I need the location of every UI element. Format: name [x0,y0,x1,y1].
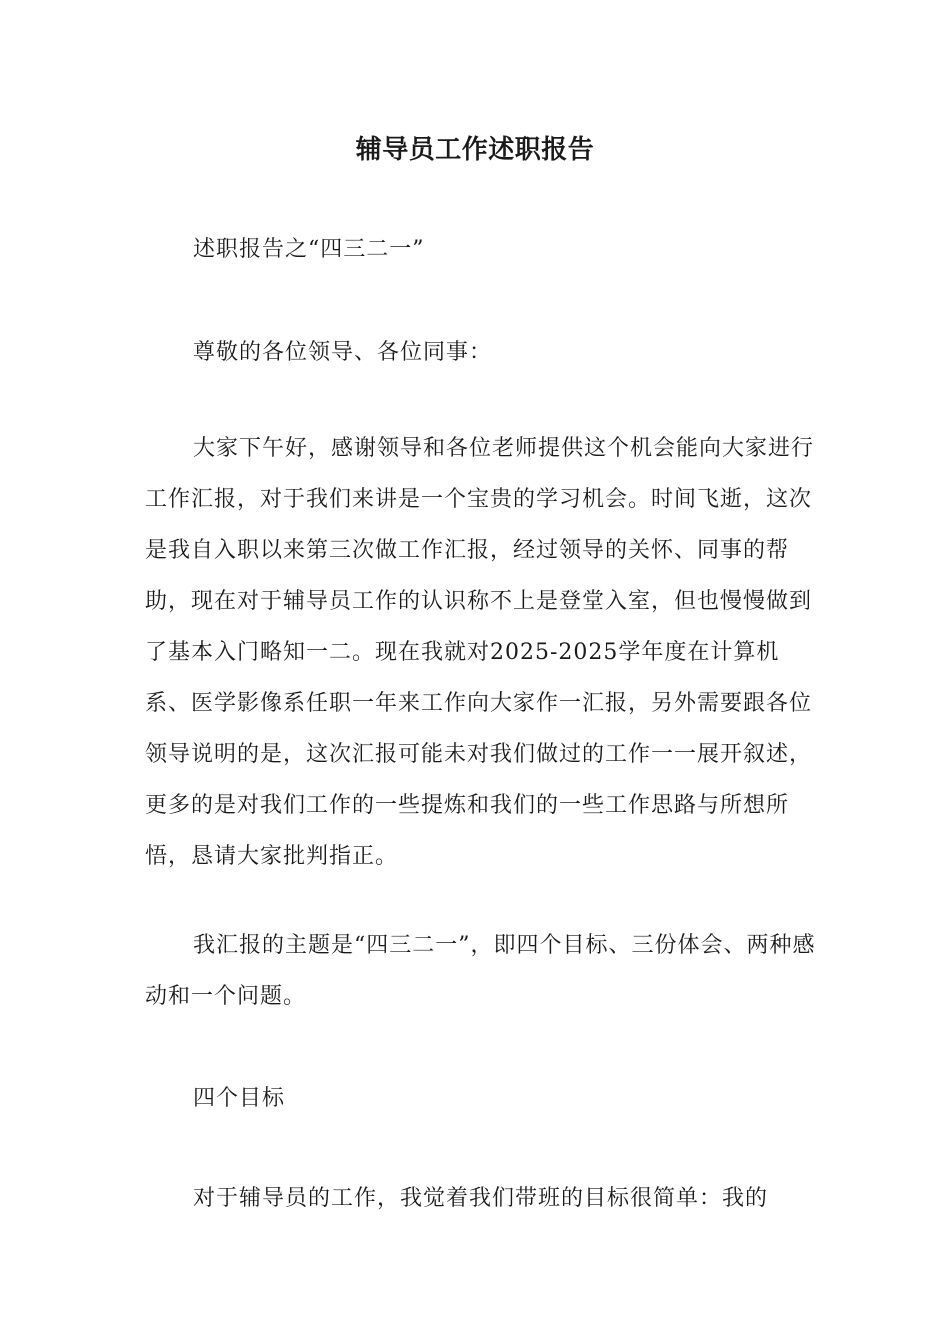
section-heading-four-goals: 四个目标 [193,1086,286,1111]
theme-paragraph: 我汇报的主题是“四三二一”，即四个目标、三份体会、两种感动和一个问题。 [145,933,816,1009]
document-title: 辅导员工作述职报告 [355,135,595,165]
opening-paragraph: 大家下午好，感谢领导和各位老师提供这个机会能向大家进行工作汇报，对于我们来讲是一个宝贵的学习机会。时间飞逝，这次是我自入职以来第三次做工作汇报，经过领导的关怀、同事的帮助，现在对于辅导员工作的认识称不上是登堂入室，但也慢慢做到了基本入门略知一二。现在我就对2025-2025学年度在计算机系、医学影像系任职一年来工作向大家作一汇报，另外需要跟各位领导说明的是，这次汇报可能未对我们做过的工作一一展开叙述，更多的是对我们工作的一些提炼和我们的一些工作思路与所想所悟，恳请大家批判指正。 [145,436,815,869]
subtitle-paragraph: 述职报告之“四三二一” [193,237,425,262]
salutation-paragraph: 尊敬的各位领导、各位同事： [193,340,493,365]
goals-paragraph: 对于辅导员的工作，我觉着我们带班的目标很简单：我的 [193,1186,769,1211]
